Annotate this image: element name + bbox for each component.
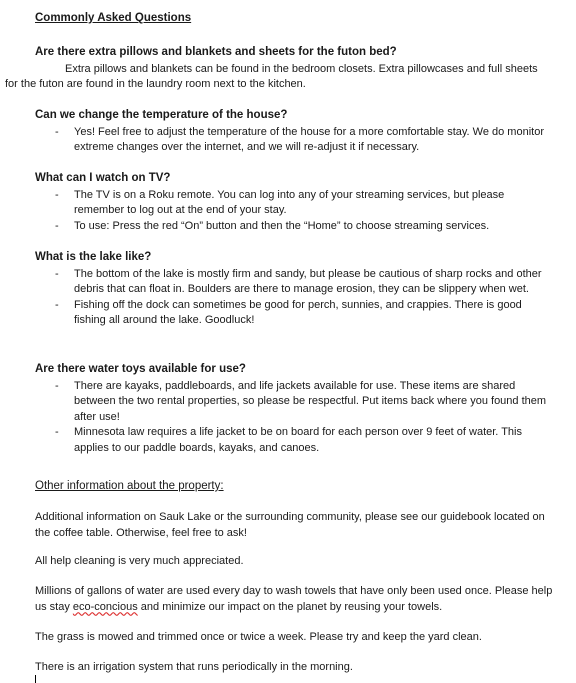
faq-bullet-list: [35, 188, 550, 235]
faq-bullet: - Fishing off the dock can sometimes be good for perch, sunnies, and crappies. There is good fishing all around the lake. Goodluck!: [35, 298, 550, 329]
note-irrigation: There is an irrigation system that runs periodically in the morning.: [35, 661, 353, 673]
faq-bullet-list: [35, 267, 550, 329]
note-towels-text: and minimize our impact on the planet by reusing your towels.: [137, 600, 443, 613]
faq-bullet-list: [35, 379, 550, 457]
faq-question: What can I watch on TV?: [35, 172, 171, 184]
misspelled-word: eco-concious: [72, 600, 138, 613]
text-cursor: [35, 675, 36, 683]
note-towels: [35, 584, 555, 615]
note-grass: The grass is mowed and trimmed once or twice a week. Please try and keep the yard clean.: [35, 631, 482, 643]
faq-bullet: - Yes! Feel free to adjust the temperature of the house for a more comfortable stay. We do monitor extreme changes over the internet, and we will re-adjust it if necessary.: [35, 125, 550, 156]
faq-bullet: - Minnesota law requires a life jacket to be on board for each person over 9 feet of water. This applies to our paddle boards, kayaks, and canoes.: [35, 425, 550, 456]
faq-question: Are there extra pillows and blankets and sheets for the futon bed?: [35, 46, 397, 58]
faq-bullet-list: [35, 125, 550, 156]
faq-bullet: - There are kayaks, paddleboards, and life jackets available for use. These items are shared between the two rental properties, so please be respectful. Put items back where you found them after use!: [35, 379, 550, 426]
faq-answer: Extra pillows and blankets can be found in the bedroom closets. Extra pillowcases and full sheets for the futon are found in the laundry room next to the kitchen.: [5, 62, 538, 90]
faq-question: What is the lake like?: [35, 251, 152, 263]
section-title-other-info: Other information about the property:: [35, 480, 224, 492]
faq-item-lake: [35, 250, 550, 329]
faq-bullet: - The TV is on a Roku remote. You can log into any of your streaming services, but please remember to log out at the end of your stay.: [35, 188, 550, 219]
faq-item-tv: [35, 171, 550, 234]
note-cleaning: All help cleaning is very much appreciated.: [35, 555, 244, 567]
faq-item-water-toys: [35, 362, 550, 456]
faq-item-pillows: [5, 45, 550, 93]
faq-question: Are there water toys available for use?: [35, 363, 246, 375]
faq-question: Can we change the temperature of the house?: [35, 109, 288, 121]
note-guidebook: Additional information on Sauk Lake or the surrounding community, please see our guidebook located on the coffee table. Otherwise, feel free to ask!: [35, 511, 545, 539]
faq-item-temperature: [35, 108, 550, 156]
note-towels-text: Millions of gallons of water are used every day to wash towels that have only been used once. Please help us stay: [35, 585, 553, 613]
faq-bullet: - To use: Press the red “On” button and then the “Home” to choose streaming services.: [35, 219, 550, 235]
page-title: Commonly Asked Questions: [35, 12, 192, 24]
faq-bullet: - The bottom of the lake is mostly firm and sandy, but please be cautious of sharp rocks and other debris that can float in. Boulders are there to manage erosion, they can be slippery when wet.: [35, 267, 550, 298]
